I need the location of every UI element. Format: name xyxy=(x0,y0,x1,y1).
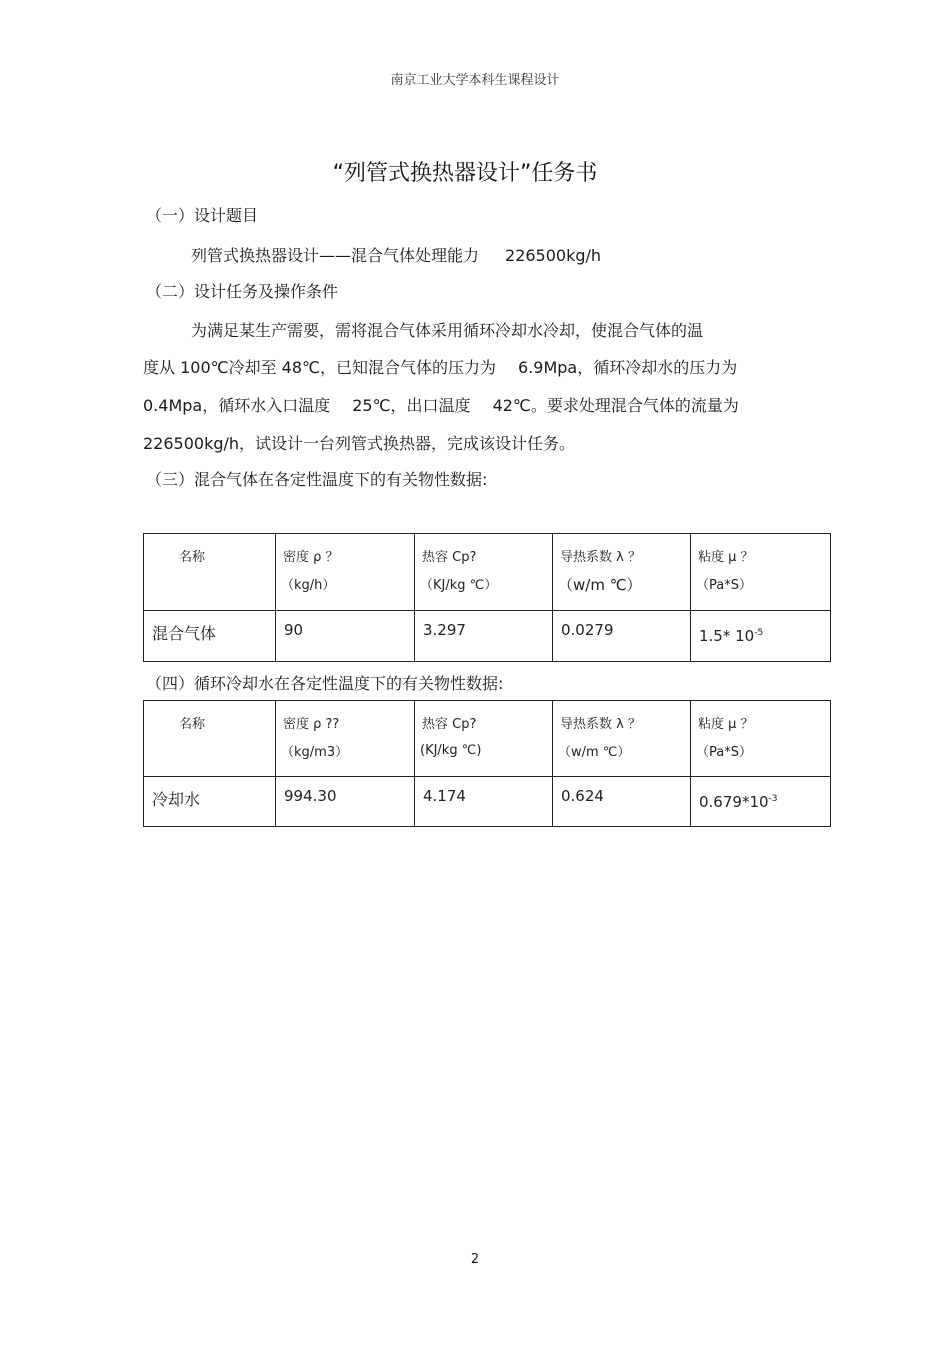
cell-heat-capacity: 4.174 xyxy=(415,777,553,827)
header-cell-density: 密度 ρ ？ （kg/h） xyxy=(276,534,415,611)
header-cell-heat-capacity: 热容 Cp? （KJ/kg ℃） xyxy=(415,534,553,611)
header-cell-conductivity: 导热系数 λ ？ （w/m ℃） xyxy=(553,534,691,611)
task-line-2 xyxy=(143,355,737,378)
task-line-3c: 42℃。要求处理混合气体的流量为 xyxy=(492,396,739,415)
header-cell-conductivity: 导热系数 λ ？ （w/m ℃） xyxy=(553,701,691,777)
header-cell-heat-capacity: 热容 Cp? (KJ/kg ℃) xyxy=(415,701,553,777)
header-cell-density: 密度 ρ ?? （kg/m3） xyxy=(276,701,415,777)
section-2-heading: （二）设计任务及操作条件 xyxy=(146,282,339,301)
page-header: 南京工业大学本科生课程设计 xyxy=(390,73,560,88)
section-4-heading: （四）循环冷却水在各定性温度下的有关物性数据: xyxy=(146,674,504,693)
task-line-3a: 0.4Mpa，循环水入口温度 xyxy=(143,396,331,415)
task-line-1: 为满足某生产需要，需将混合气体采用循环冷却水冷却，使混合气体的温 xyxy=(191,321,704,340)
table-row xyxy=(144,777,831,827)
task-line-2a: 度从 100℃冷却至 48℃，已知混合气体的压力为 xyxy=(143,358,497,377)
page-number: 2 xyxy=(470,1252,480,1267)
task-line-4: 226500kg/h，试设计一台列管式换热器，完成该设计任务。 xyxy=(143,434,576,453)
cell-density: 90 xyxy=(276,611,415,662)
header-cell-viscosity: 粘度 μ ？ （Pa*S） xyxy=(691,701,831,777)
cell-heat-capacity: 3.297 xyxy=(415,611,553,662)
design-capacity: 226500kg/h xyxy=(505,246,602,265)
gas-properties-table xyxy=(143,533,831,662)
document-title: “列管式换热器设计”任务书 xyxy=(332,161,598,186)
header-cell-viscosity: 粘度 μ ？ （Pa*S） xyxy=(691,534,831,611)
cell-conductivity: 0.624 xyxy=(553,777,691,827)
cell-conductivity: 0.0279 xyxy=(553,611,691,662)
header-cell-name: 名称 xyxy=(144,701,276,777)
task-line-3b: 25℃，出口温度 xyxy=(352,396,471,415)
cell-label: 冷却水 xyxy=(144,777,276,827)
design-topic-text: 列管式换热器设计——混合气体处理能力 xyxy=(191,246,480,265)
table-header-row xyxy=(144,701,831,777)
task-line-3 xyxy=(143,393,739,416)
header-cell-name: 名称 xyxy=(144,534,276,611)
cell-viscosity: 1.5* $10^{-5}$ xyxy=(691,611,831,662)
table-header-row xyxy=(144,534,831,611)
water-properties-table xyxy=(143,700,831,827)
task-line-2b: 6.9Mpa，循环冷却水的压力为 xyxy=(518,358,738,377)
section-3-heading: （三）混合气体在各定性温度下的有关物性数据: xyxy=(146,470,488,489)
cell-viscosity: $0.679*10^{-3}$ xyxy=(691,777,831,827)
cell-density: 994.30 xyxy=(276,777,415,827)
design-topic xyxy=(191,243,601,266)
section-1-heading: （一）设计题目 xyxy=(146,206,259,225)
cell-label: 混合气体 xyxy=(144,611,276,662)
table-row xyxy=(144,611,831,662)
